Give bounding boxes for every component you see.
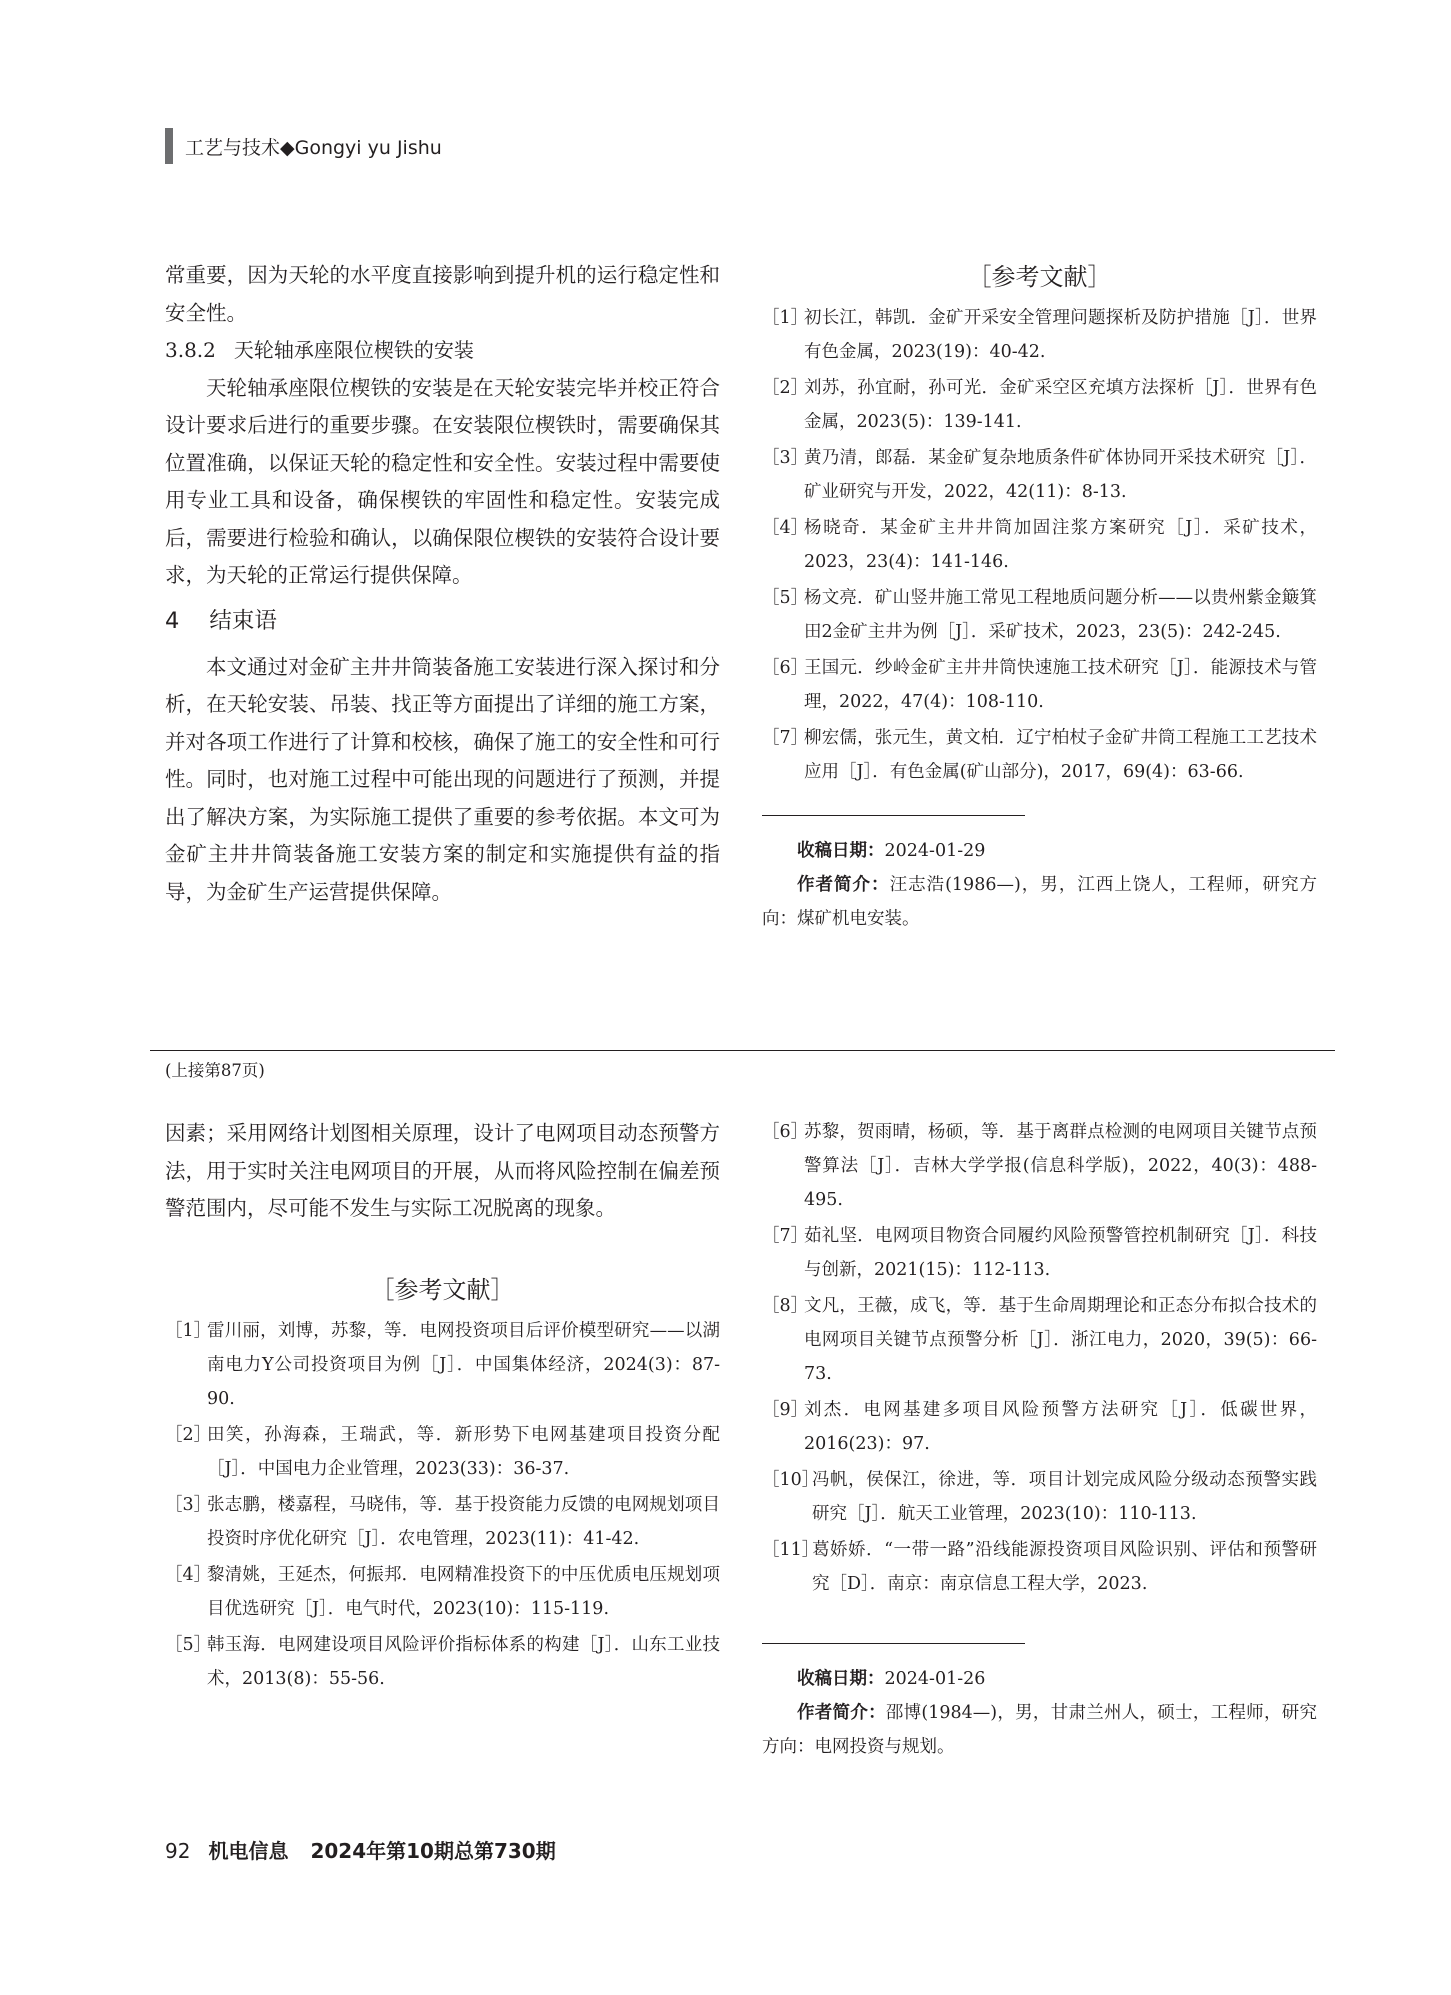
subsection-heading (165, 332, 720, 370)
section-number: 4 (165, 607, 180, 634)
page-footer (165, 1835, 556, 1864)
reference-number: ［4］ (165, 1564, 212, 1585)
reference-text: 田笑，孙海森，王瑞武，等．新形势下电网基建项目投资分配［J］．中国电力企业管理，2023(33)：36-37. (207, 1424, 720, 1479)
reference-number: ［7］ (762, 728, 809, 748)
reference-list (762, 301, 1317, 789)
received-label: 收稿日期： (797, 841, 885, 861)
reference-item (762, 511, 1317, 579)
reference-text: 黎清姚，王延杰，何振邦．电网精准投资下的中压优质电压规划项目优选研究［J］．电气时代，2023(10)：115-119. (207, 1564, 720, 1619)
running-header (165, 128, 442, 164)
reference-text: 冯帆，侯保江，徐进，等．项目计划完成风险分级动态预警实践研究［J］．航天工业管理，2023(10)：110-113. (812, 1470, 1317, 1524)
section-heading (165, 601, 720, 641)
author-label: 作者简介： (797, 1703, 886, 1723)
reference-item (762, 1115, 1317, 1217)
reference-item (762, 301, 1317, 369)
reference-number: ［6］ (762, 658, 809, 678)
bottom-left-column (165, 1115, 720, 1698)
bottom-right-column (762, 1115, 1317, 1764)
reference-number: ［8］ (762, 1296, 809, 1316)
reference-item (165, 1558, 720, 1626)
reference-item (762, 1289, 1317, 1391)
received-date: 2024-01-29 (884, 841, 986, 861)
reference-item (165, 1314, 720, 1416)
reference-number: ［7］ (762, 1226, 809, 1246)
author-bio: 邵博(1984—)，男，甘肃兰州人，硕士，工程师，研究方向：电网投资与规划。 (762, 1703, 1317, 1757)
top-left-column (165, 257, 720, 911)
journal-name: 机电信息 (208, 1839, 289, 1863)
reference-text: 王国元．纱岭金矿主井井筒快速施工技术研究［J］．能源技术与管理，2022，47(4)：108-110. (804, 658, 1317, 712)
reference-item (165, 1488, 720, 1556)
received-date: 2024-01-26 (884, 1669, 986, 1689)
received-label: 收稿日期： (797, 1669, 885, 1689)
reference-item (762, 1393, 1317, 1461)
reference-item (762, 441, 1317, 509)
reference-number: ［3］ (165, 1494, 212, 1515)
references-title: ［参考文献］ (967, 263, 1112, 291)
reference-number: ［3］ (762, 448, 809, 468)
header-section-label: 工艺与技术◆Gongyi yu Jishu (185, 136, 442, 159)
continued-from-note: (上接第87页) (165, 1061, 265, 1080)
reference-number: ［10］ (762, 1470, 820, 1490)
reference-text: 杨晓奇．某金矿主井井筒加固注浆方案研究［J］．采矿技术，2023，23(4)：141-146. (804, 518, 1317, 572)
reference-number: ［11］ (762, 1540, 820, 1560)
reference-item (762, 581, 1317, 649)
reference-text: 雷川丽，刘博，苏黎，等．电网投资项目后评价模型研究——以湖南电力Y公司投资项目为例［J］．中国集体经济，2024(3)：87-90. (207, 1320, 720, 1409)
reference-text: 韩玉海．电网建设项目风险评价指标体系的构建［J］．山东工业技术，2013(8)：55-56. (207, 1634, 720, 1689)
reference-text: 杨文亮．矿山竖井施工常见工程地质问题分析——以贵州紫金簸箕田2金矿主井为例［J］．采矿技术，2023，23(5)：242-245. (804, 588, 1317, 642)
section-title: 结束语 (209, 607, 277, 634)
reference-text: 初长江，韩凯．金矿开采安全管理问题探析及防护措施［J］．世界有色金属，2023(19)：40-42. (804, 308, 1317, 362)
reference-number: ［5］ (165, 1634, 212, 1655)
reference-number: ［1］ (165, 1320, 212, 1341)
received-date-line (762, 834, 1317, 868)
reference-item (762, 1219, 1317, 1287)
page-number: 92 (165, 1839, 191, 1863)
body-paragraph: 因素；采用网络计划图相关原理，设计了电网项目动态预警方法，用于实时关注电网项目的开展，从而将风险控制在偏差预警范围内，尽可能不发生与实际工况脱离的现象。 (165, 1121, 720, 1220)
footnote-rule (762, 815, 1025, 816)
reference-item (762, 1533, 1317, 1601)
footnote-rule (762, 1643, 1025, 1644)
author-bio-line (762, 868, 1317, 936)
references-title: ［参考文献］ (370, 1275, 515, 1304)
reference-text: 茹礼坚．电网项目物资合同履约风险预警管控机制研究［J］．科技与创新，2021(15)：112-113. (804, 1226, 1317, 1280)
reference-item (165, 1628, 720, 1696)
body-paragraph: 本文通过对金矿主井井筒装备施工安装进行深入探讨和分析，在天轮安装、吊装、找正等方面提出了详细的施工方案，并对各项工作进行了计算和校核，确保了施工的安全性和可行性。同时，也对施工过程中可能出现的问题进行了预测，并提出了解决方案，为实际施工提供了重要的参考依据。本文可为金矿主井井筒装备施工安装方案的制定和实施提供有益的指导，为金矿生产运营提供保障。 (165, 654, 720, 904)
reference-item (165, 1418, 720, 1486)
reference-text: 刘苏，孙宜耐，孙可光．金矿采空区充填方法探析［J］．世界有色金属，2023(5)：139-141. (804, 378, 1317, 432)
spacer (165, 1228, 720, 1270)
reference-number: ［2］ (762, 378, 809, 398)
subsection-title: 天轮轴承座限位楔铁的安装 (233, 338, 474, 362)
reference-list (165, 1314, 720, 1696)
top-right-column (762, 257, 1317, 936)
author-label: 作者简介： (797, 875, 890, 895)
reference-text: 葛娇娇．“一带一路”沿线能源投资项目风险识别、评估和预警研究［D］．南京：南京信息工程大学，2023. (812, 1540, 1317, 1594)
reference-text: 苏黎，贺雨晴，杨硕，等．基于离群点检测的电网项目关键节点预警算法［J］．吉林大学学报(信息科学版)，2022，40(3)：488-495. (804, 1122, 1317, 1210)
reference-item (762, 651, 1317, 719)
reference-text: 刘杰．电网基建多项目风险预警方法研究［J］．低碳世界，2016(23)：97. (804, 1400, 1317, 1454)
reference-number: ［2］ (165, 1424, 212, 1445)
reference-text: 柳宏儒，张元生，黄文柏．辽宁柏杖子金矿井筒工程施工工艺技术应用［J］．有色金属(矿山部分)，2017，69(4)：63-66. (804, 728, 1317, 782)
author-bio-line (762, 1696, 1317, 1764)
article-divider (150, 1050, 1335, 1051)
reference-number: ［4］ (762, 518, 809, 538)
subsection-number: 3.8.2 (165, 338, 216, 362)
reference-text: 张志鹏，楼嘉程，马晓伟，等．基于投资能力反馈的电网规划项目投资时序优化研究［J］．农电管理，2023(11)：41-42. (207, 1494, 720, 1549)
reference-text: 黄乃清，郎磊．某金矿复杂地质条件矿体协同开采技术研究［J］．矿业研究与开发，2022，42(11)：8-13. (804, 448, 1317, 502)
reference-list (762, 1115, 1317, 1601)
reference-number: ［9］ (762, 1400, 809, 1420)
reference-item (762, 1463, 1317, 1531)
author-bio: 汪志浩(1986—)，男，江西上饶人，工程师，研究方向：煤矿机电安装。 (762, 875, 1317, 929)
reference-item (762, 371, 1317, 439)
issue-info: 2024年第10期总第730期 (310, 1839, 556, 1863)
reference-text: 文凡，王薇，成飞，等．基于生命周期理论和正态分布拟合技术的电网项目关键节点预警分析［J］．浙江电力，2020，39(5)：66-73. (804, 1296, 1317, 1384)
body-paragraph: 天轮轴承座限位楔铁的安装是在天轮安装完毕并校正符合设计要求后进行的重要步骤。在安装限位楔铁时，需要确保其位置准确，以保证天轮的稳定性和安全性。安装过程中需要使用专业工具和设备，确保楔铁的牢固性和稳定性。安装完成后，需要进行检验和确认，以确保限位楔铁的安装符合设计要求，为天轮的正常运行提供保障。 (165, 375, 720, 587)
body-paragraph: 常重要，因为天轮的水平度直接影响到提升机的运行稳定性和安全性。 (165, 263, 720, 325)
reference-item (762, 721, 1317, 789)
reference-number: ［6］ (762, 1122, 809, 1142)
header-bar-mark (165, 128, 173, 164)
reference-number: ［5］ (762, 588, 809, 608)
received-date-line (762, 1662, 1317, 1696)
reference-number: ［1］ (762, 308, 809, 328)
